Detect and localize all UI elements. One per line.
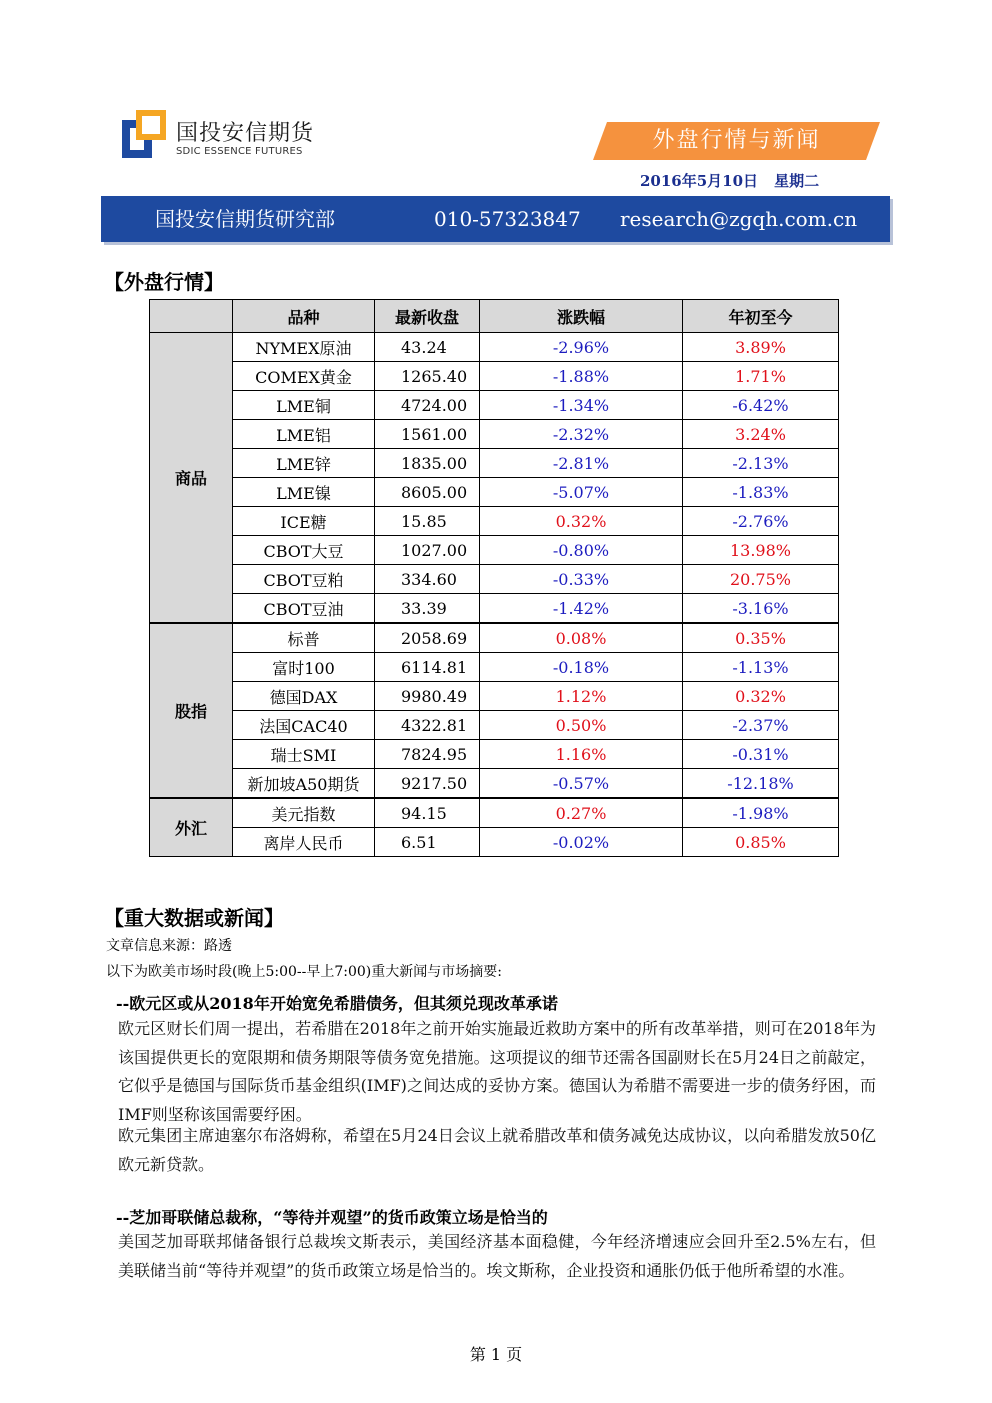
close-price: 4724.00 — [375, 391, 480, 420]
ytd-change: 13.98% — [683, 536, 839, 565]
close-price: 8605.00 — [375, 478, 480, 507]
instrument-name: 新加坡A50期货 — [233, 769, 375, 799]
instrument-name: LME锌 — [233, 449, 375, 478]
daily-change: -1.88% — [480, 362, 683, 391]
logo-mark-icon — [122, 110, 166, 160]
header-blank — [150, 300, 233, 333]
table-row — [150, 623, 839, 653]
instrument-name: 富时100 — [233, 653, 375, 682]
close-price: 94.15 — [375, 798, 480, 828]
report-title-banner — [593, 122, 880, 160]
ytd-change: -1.83% — [683, 478, 839, 507]
table-row — [150, 449, 839, 478]
group-label: 股指 — [150, 623, 233, 798]
table-row — [150, 828, 839, 857]
contact-bar — [101, 196, 890, 242]
daily-change: -0.57% — [480, 769, 683, 799]
daily-change: -5.07% — [480, 478, 683, 507]
news-paragraph: 欧元区财长们周一提出，若希腊在2018年之前开始实施最近救助方案中的所有改革举措，则可在2018年为该国提供更长的宽限期和债务期限等债务宽免措施。这项提议的细节还需各国副财长在5月24日之前敲定，它似乎是德国与国际货币基金组织(IMF)之间达成的妥协方案。德国认为希腊不需要进一步的债务纾困，而IMF则坚称该国需要纾困。 — [118, 1019, 876, 1124]
news-paragraph: 美国芝加哥联邦储备银行总裁埃文斯表示，美国经济基本面稳健，今年经济增速应会回升至2.5%左右，但美联储当前“等待并观望”的货币政策立场是恰当的。埃文斯称，企业投资和通胀仍低于他所希望的水准。 — [118, 1232, 876, 1280]
daily-change: 0.27% — [480, 798, 683, 828]
close-price: 43.24 — [375, 333, 480, 362]
daily-change: -2.81% — [480, 449, 683, 478]
market-table — [149, 299, 839, 857]
column-header: 涨跌幅 — [480, 300, 683, 333]
instrument-name: NYMEX原油 — [233, 333, 375, 362]
logo-chinese-name: 国投安信期货 — [176, 121, 315, 146]
daily-change: -0.18% — [480, 653, 683, 682]
table-row — [150, 536, 839, 565]
ytd-change: 1.71% — [683, 362, 839, 391]
daily-change: -2.96% — [480, 333, 683, 362]
column-header: 品种 — [233, 300, 375, 333]
ytd-change: -6.42% — [683, 391, 839, 420]
ytd-change: -3.16% — [683, 594, 839, 624]
table-row — [150, 711, 839, 740]
instrument-name: 离岸人民币 — [233, 828, 375, 857]
group-label: 外汇 — [150, 798, 233, 857]
contact-email: research@zgqh.com.cn — [620, 207, 858, 231]
table-row — [150, 653, 839, 682]
close-price: 15.85 — [375, 507, 480, 536]
company-logo — [122, 110, 362, 162]
close-price: 1027.00 — [375, 536, 480, 565]
instrument-name: COMEX黄金 — [233, 362, 375, 391]
table-row — [150, 507, 839, 536]
ytd-change: -2.76% — [683, 507, 839, 536]
daily-change: 0.32% — [480, 507, 683, 536]
daily-change: 1.12% — [480, 682, 683, 711]
news-intro: 以下为欧美市场时段(晚上5:00--早上7:00)重大新闻与市场摘要: — [106, 964, 502, 980]
table-row — [150, 798, 839, 828]
close-price: 4322.81 — [375, 711, 480, 740]
ytd-change: -1.13% — [683, 653, 839, 682]
ytd-change: 3.24% — [683, 420, 839, 449]
news-section-title: 【重大数据或新闻】 — [104, 906, 284, 930]
column-header: 最新收盘 — [375, 300, 480, 333]
daily-change: 0.08% — [480, 623, 683, 653]
daily-change: -0.33% — [480, 565, 683, 594]
ytd-change: 0.35% — [683, 623, 839, 653]
close-price: 33.39 — [375, 594, 480, 624]
contact-phone: 010-57323847 — [434, 207, 581, 231]
daily-change: 0.50% — [480, 711, 683, 740]
instrument-name: CBOT豆粕 — [233, 565, 375, 594]
close-price: 7824.95 — [375, 740, 480, 769]
table-row — [150, 362, 839, 391]
instrument-name: ICE糖 — [233, 507, 375, 536]
close-price: 9980.49 — [375, 682, 480, 711]
report-date: 2016年5月10日 — [640, 172, 759, 190]
instrument-name: 美元指数 — [233, 798, 375, 828]
group-label: 商品 — [150, 333, 233, 624]
table-row — [150, 594, 839, 624]
instrument-name: LME镍 — [233, 478, 375, 507]
table-header-row — [150, 300, 839, 333]
daily-change: -0.80% — [480, 536, 683, 565]
table-row — [150, 682, 839, 711]
close-price: 334.60 — [375, 565, 480, 594]
news-item-title: --欧元区或从2018年开始宽免希腊债务，但其须兑现改革承诺 — [116, 994, 558, 1013]
report-title: 外盘行情与新闻 — [652, 128, 821, 153]
ytd-change: 0.32% — [683, 682, 839, 711]
page-number: 第 1 页 — [469, 1345, 523, 1364]
ytd-change: 0.85% — [683, 828, 839, 857]
ytd-change: -12.18% — [683, 769, 839, 799]
column-header: 年初至今 — [683, 300, 839, 333]
instrument-name: 瑞士SMI — [233, 740, 375, 769]
table-row — [150, 391, 839, 420]
news-paragraph: 欧元集团主席迪塞尔布洛姆称，希望在5月24日会议上就希腊改革和债务减免达成协议，以向希腊发放50亿欧元新贷款。 — [118, 1126, 876, 1174]
logo-english-name: SDIC ESSENCE FUTURES — [176, 146, 303, 157]
table-row — [150, 333, 839, 362]
instrument-name: 标普 — [233, 623, 375, 653]
table-row — [150, 478, 839, 507]
ytd-change: 20.75% — [683, 565, 839, 594]
daily-change: 1.16% — [480, 740, 683, 769]
ytd-change: -1.98% — [683, 798, 839, 828]
instrument-name: 德国DAX — [233, 682, 375, 711]
market-section-title: 【外盘行情】 — [104, 270, 224, 294]
news-source: 文章信息来源：路透 — [106, 938, 232, 954]
ytd-change: -0.31% — [683, 740, 839, 769]
close-price: 2058.69 — [375, 623, 480, 653]
report-date-line — [640, 170, 835, 191]
table-row — [150, 769, 839, 799]
close-price: 6114.81 — [375, 653, 480, 682]
close-price: 6.51 — [375, 828, 480, 857]
close-price: 1561.00 — [375, 420, 480, 449]
table-row — [150, 420, 839, 449]
table-row — [150, 740, 839, 769]
instrument-name: CBOT豆油 — [233, 594, 375, 624]
research-dept: 国投安信期货研究部 — [155, 207, 335, 231]
instrument-name: LME铜 — [233, 391, 375, 420]
instrument-name: CBOT大豆 — [233, 536, 375, 565]
table-row — [150, 565, 839, 594]
close-price: 1835.00 — [375, 449, 480, 478]
instrument-name: 法国CAC40 — [233, 711, 375, 740]
instrument-name: LME铝 — [233, 420, 375, 449]
daily-change: -1.34% — [480, 391, 683, 420]
close-price: 1265.40 — [375, 362, 480, 391]
ytd-change: 3.89% — [683, 333, 839, 362]
close-price: 9217.50 — [375, 769, 480, 799]
news-item-title: --芝加哥联储总裁称，“等待并观望”的货币政策立场是恰当的 — [116, 1208, 548, 1227]
daily-change: -1.42% — [480, 594, 683, 624]
report-weekday: 星期二 — [774, 172, 820, 190]
ytd-change: -2.13% — [683, 449, 839, 478]
daily-change: -0.02% — [480, 828, 683, 857]
daily-change: -2.32% — [480, 420, 683, 449]
ytd-change: -2.37% — [683, 711, 839, 740]
